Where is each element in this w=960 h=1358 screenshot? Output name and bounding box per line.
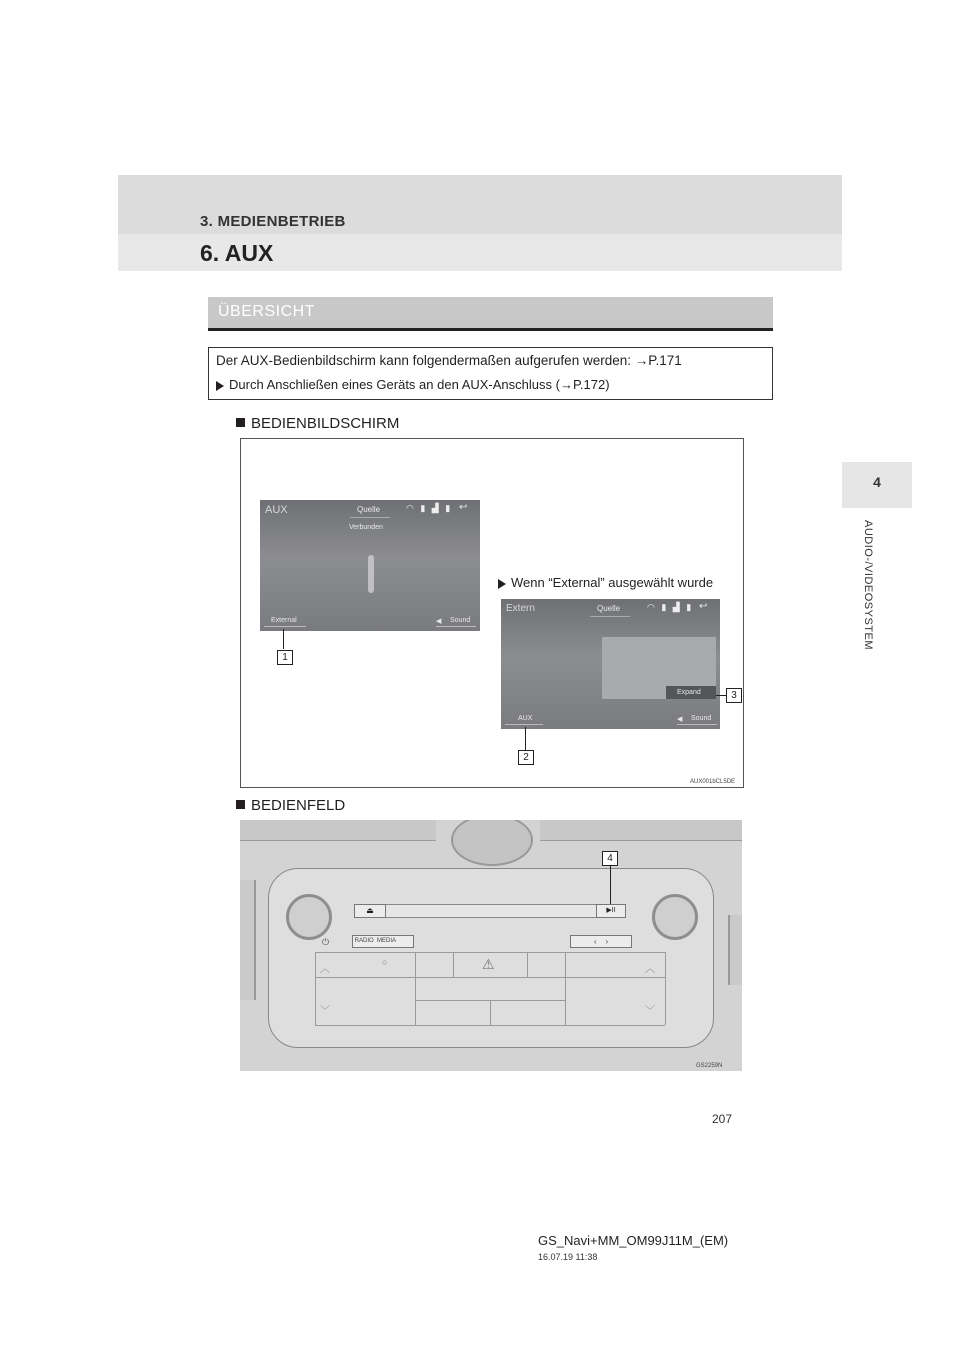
power-icon[interactable]: ⏻ [322, 937, 330, 947]
screen-figure-id: AUX001bCL5DE [690, 779, 736, 785]
clock [451, 820, 533, 866]
page-number: 207 [712, 1112, 733, 1126]
seek-track-buttons[interactable]: ‹ › [570, 935, 632, 948]
aux-screen [260, 500, 480, 631]
square-bullet-icon [236, 418, 245, 427]
status-icons-2: ◠ ▮ ▟ ▮ [647, 602, 694, 612]
control-panel-figure [240, 820, 742, 1071]
bullet-triangle-icon [216, 381, 224, 391]
speaker-icon-2: ◀ [677, 716, 683, 723]
back-icon-2[interactable]: ↩ [699, 601, 708, 612]
power-volume-knob[interactable] [286, 894, 332, 940]
square-bullet-icon [236, 800, 245, 809]
extern-screen-title: Extern [506, 603, 535, 614]
left-vent-edge [240, 880, 256, 1000]
media-button-label[interactable]: MEDIA [377, 938, 397, 944]
panel-heading [236, 797, 345, 814]
callout-4: 4 [602, 851, 618, 866]
sound-button[interactable]: Sound [450, 617, 471, 624]
tune-scroll-knob[interactable] [652, 894, 698, 940]
aux-screen-title: AUX [265, 504, 288, 516]
extern-screen [501, 599, 720, 729]
info-line-1: Der AUX-Bedienbildschirm kann folgendermaßen aufgerufen werden: →P.171 [216, 353, 682, 368]
aux-device-icon [368, 555, 374, 593]
panel-heading-text: BEDIENFELD [251, 797, 346, 814]
circle-button[interactable]: ○ [382, 957, 388, 967]
info-line-2 [216, 377, 610, 392]
source-button-2[interactable]: Quelle [597, 604, 621, 613]
play-pause-button[interactable]: ▶II [596, 904, 626, 918]
document-code: GS_Navi+MM_OM99J11M_(EM) [538, 1233, 729, 1248]
eject-button[interactable]: ⏏ [354, 904, 386, 918]
screen-heading [236, 415, 399, 432]
chapter-tab-number: 4 [873, 474, 881, 490]
radio-media-buttons[interactable] [352, 935, 414, 948]
radio-button-label[interactable]: RADIO [354, 938, 374, 944]
back-icon[interactable]: ↩ [459, 502, 468, 513]
aux-button[interactable]: AUX [518, 715, 533, 722]
section-label: 3. MEDIENBETRIEB [200, 213, 346, 230]
right-vent [540, 820, 742, 841]
disc-slot [354, 904, 626, 918]
left-vent [240, 820, 436, 841]
external-caption-text: Wenn “External” ausgewählt wurde [511, 575, 714, 590]
sound-button-2[interactable]: Sound [691, 715, 712, 722]
speaker-icon: ◀ [436, 618, 442, 625]
print-timestamp: 16.07.19 11:38 [538, 1252, 598, 1262]
panel-figure-id: GS2259N [696, 1063, 723, 1069]
up-arrow-right-icon[interactable]: ︿ [645, 964, 655, 975]
callout-2: 2 [518, 750, 534, 765]
screen-figure [240, 438, 744, 788]
status-connected: Verbunden [349, 524, 383, 531]
callout-1: 1 [277, 650, 293, 665]
external-caption [498, 575, 713, 590]
expand-label: Expand [677, 689, 701, 696]
chapter-title: 6. AUX [200, 240, 274, 266]
status-icons: ◠ ▮ ▟ ▮ [406, 503, 453, 513]
bullet-triangle-icon [498, 579, 506, 589]
up-arrow-left-icon[interactable]: ︿ [320, 964, 330, 975]
hazard-icon[interactable]: ⚠ [482, 956, 495, 972]
down-arrow-left-icon[interactable]: ﹀ [320, 1006, 330, 1017]
callout-3: 3 [726, 688, 742, 703]
screen-heading-text: BEDIENBILDSCHIRM [251, 415, 400, 432]
down-arrow-right-icon[interactable]: ﹀ [645, 1006, 655, 1017]
source-button[interactable]: Quelle [357, 505, 381, 514]
info-line-2-text: Durch Anschließen eines Geräts an den AUX-Anschluss (→P.172) [229, 377, 610, 392]
external-button[interactable]: External [271, 617, 297, 624]
right-side-control [728, 915, 742, 985]
chapter-tab-label: AUDIO-/VIDEOSYSTEM [862, 520, 874, 651]
overview-title: ÜBERSICHT [218, 303, 315, 320]
chapter-tab-label-wrap [860, 520, 874, 800]
